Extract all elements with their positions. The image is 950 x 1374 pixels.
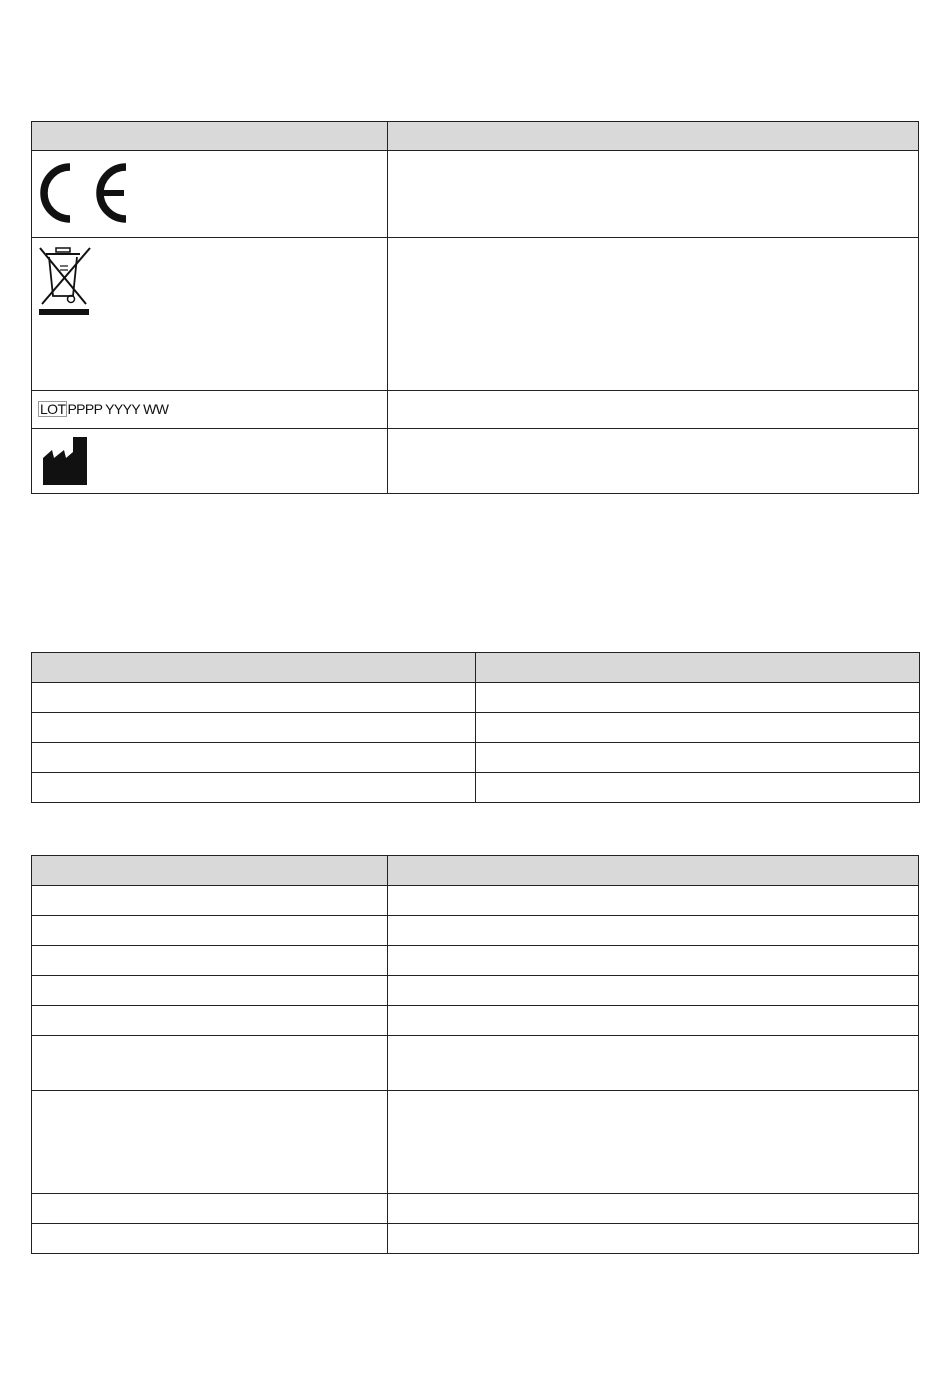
table-cell [32, 886, 388, 916]
symbol-cell [32, 429, 388, 494]
table-row [32, 1224, 919, 1254]
table-row [32, 1194, 919, 1224]
ce-mark-icon [38, 161, 130, 225]
table-row [32, 976, 919, 1006]
table-row [32, 946, 919, 976]
table-cell [476, 773, 920, 803]
two-column-table [31, 652, 920, 803]
table-cell [32, 713, 476, 743]
lot-code: PPPP YYYY WW [67, 401, 169, 417]
header-cell [388, 122, 919, 151]
symbols-table [31, 121, 919, 494]
table-cell [388, 1091, 919, 1194]
specifications-table [31, 855, 919, 1254]
table-row [32, 1006, 919, 1036]
table-cell [388, 976, 919, 1006]
table-row [32, 773, 920, 803]
table-cell [32, 1224, 388, 1254]
table-row [32, 429, 919, 494]
table-cell [476, 713, 920, 743]
lot-code-text [38, 401, 168, 417]
table-cell [32, 773, 476, 803]
symbol-cell [32, 391, 388, 429]
table-cell [32, 1194, 388, 1224]
symbol-cell [32, 238, 388, 391]
description-cell [388, 238, 919, 391]
header-cell [476, 653, 920, 683]
table-row [32, 1091, 919, 1194]
table-row [32, 151, 919, 238]
table-cell [32, 1036, 388, 1091]
header-cell [32, 122, 388, 151]
table-row [32, 238, 919, 391]
symbol-cell [32, 151, 388, 238]
table-cell [388, 916, 919, 946]
description-cell [388, 429, 919, 494]
description-cell [388, 391, 919, 429]
description-cell [388, 151, 919, 238]
table-header-row [32, 856, 919, 886]
table-cell [32, 976, 388, 1006]
table-row [32, 391, 919, 429]
table-cell [32, 946, 388, 976]
table-cell [388, 1036, 919, 1091]
table-cell [476, 743, 920, 773]
table-row [32, 683, 920, 713]
table-cell [388, 886, 919, 916]
table-cell [32, 1006, 388, 1036]
table-cell [32, 916, 388, 946]
table-cell [388, 1006, 919, 1036]
table-row [32, 1036, 919, 1091]
table-cell [388, 1224, 919, 1254]
table-cell [32, 683, 476, 713]
table-header-row [32, 653, 920, 683]
table-cell [32, 743, 476, 773]
table-row [32, 886, 919, 916]
lot-label: LOT [40, 401, 66, 417]
table-row [32, 713, 920, 743]
table-cell [388, 1194, 919, 1224]
table-cell [476, 683, 920, 713]
table-header-row [32, 122, 919, 151]
table-row [32, 916, 919, 946]
table-cell [388, 946, 919, 976]
weee-crossed-bin-icon [38, 246, 96, 318]
table-cell [32, 1091, 388, 1194]
header-cell [388, 856, 919, 886]
manufacturer-factory-icon [42, 436, 88, 486]
header-cell [32, 856, 388, 886]
table-row [32, 743, 920, 773]
header-cell [32, 653, 476, 683]
